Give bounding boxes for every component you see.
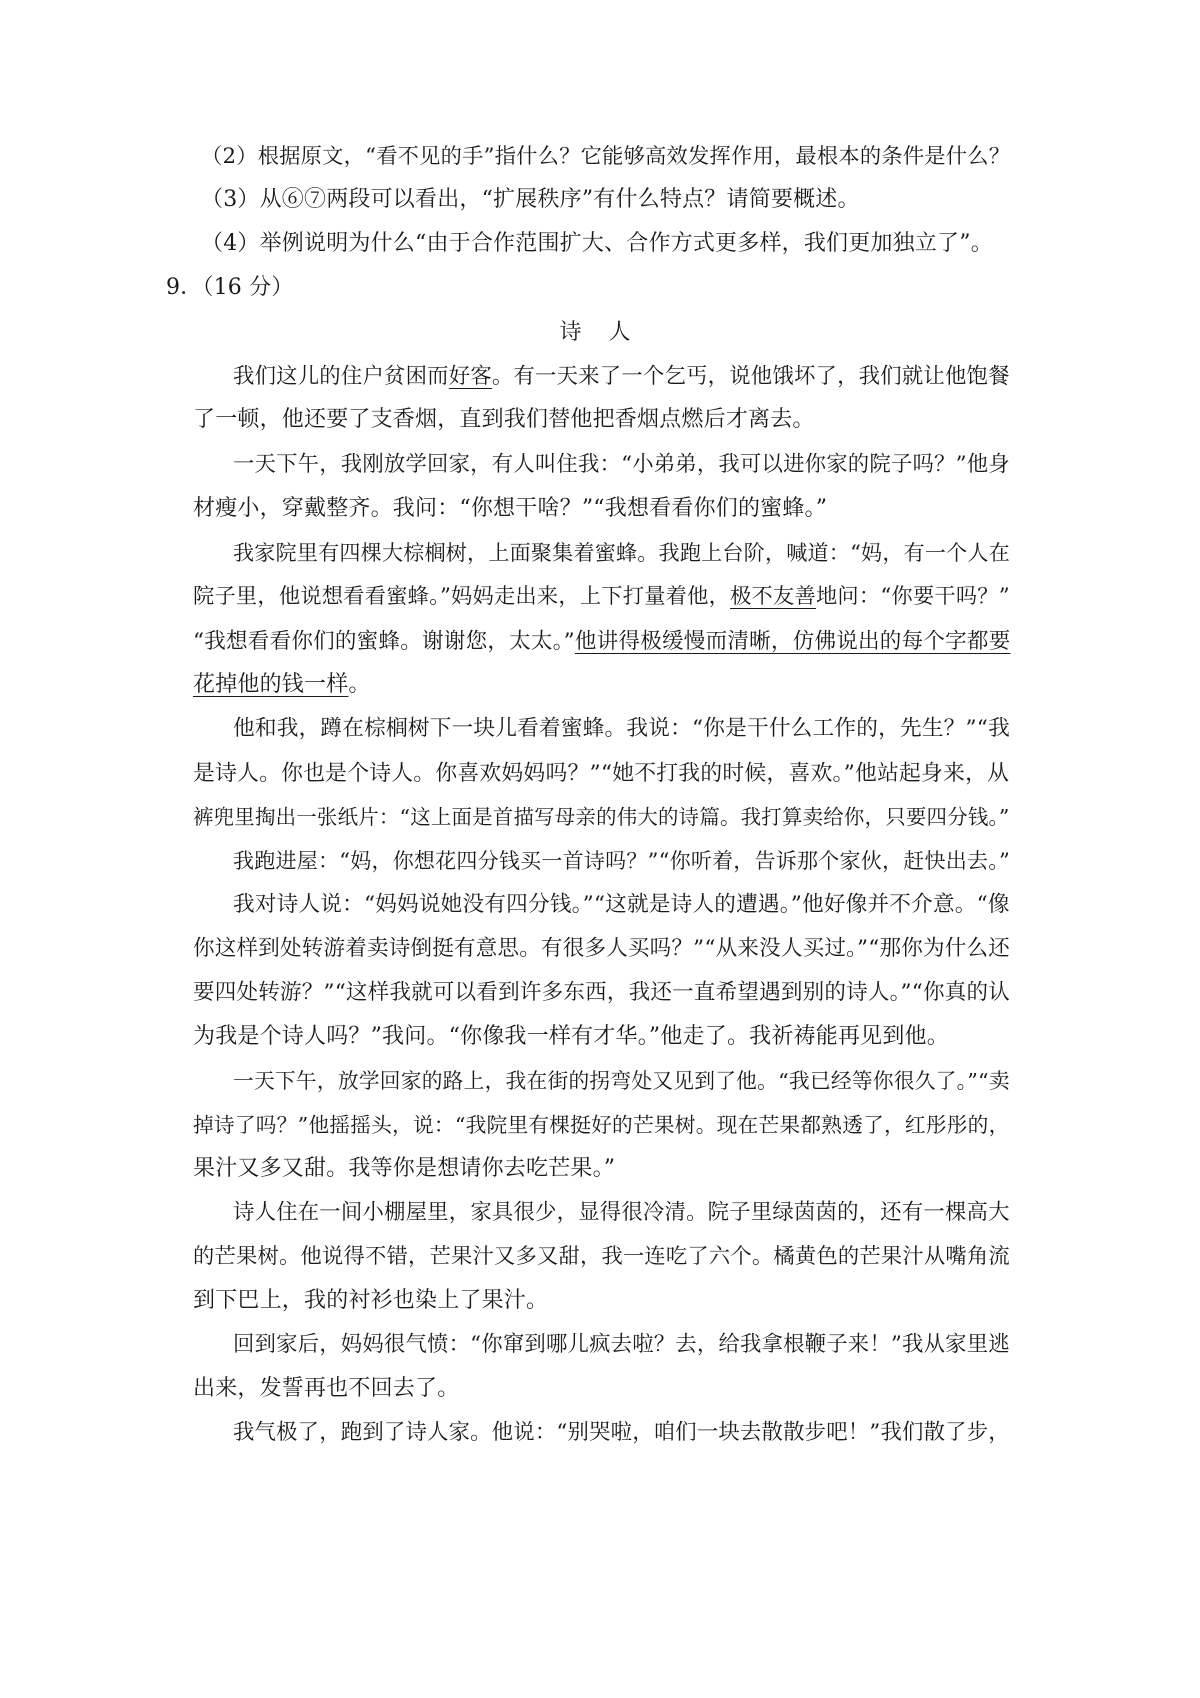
paragraph-8-line-3: 到下巴上，我的衬衫也染上了果汁。 bbox=[193, 1288, 549, 1313]
paragraph-4-line-2: 是诗人。你也是个诗人。你喜欢妈妈吗？”“她不打我的时候，喜欢。”他站起身来，从 bbox=[193, 761, 1010, 786]
underlined-sentence: 他讲得极缓慢而清晰，仿佛说出的每个字都要 bbox=[574, 629, 1011, 654]
paragraph-7-line-1: 一天下午，放学回家的路上，我在街的拐弯处又见到了他。“我已经等你很久了。”“卖 bbox=[233, 1069, 1010, 1093]
paragraph-6-line-3: 要四处转游？”“这样我就可以看到许多东西，我还一直希望遇到别的诗人。”“你真的认 bbox=[193, 980, 1010, 1005]
paragraph-3-line-3: “我想看看你们的蜜蜂。谢谢您，太太。”他讲得极缓慢而清晰，仿佛说出的每个字都要 bbox=[193, 629, 1011, 654]
paragraph-5-line-1: 我跑进屋：“妈，你想花四分钱买一首诗吗？”“你听着，告诉那个家伙，赶快出去。” bbox=[233, 848, 1010, 873]
question-9-header: 9．（16 分） bbox=[166, 275, 294, 300]
paragraph-2-line-2: 材瘦小，穿戴整齐。我问：“你想干啥？”“我想看看你们的蜜蜂。” bbox=[193, 496, 828, 521]
paragraph-1-line-2: 了一顿，他还要了支香烟，直到我们替他把香烟点燃后才离去。 bbox=[193, 407, 815, 432]
question-3: （3）从⑥⑦两段可以看出，“扩展秩序”有什么特点？请简要概述。 bbox=[201, 187, 860, 212]
paragraph-6-line-2: 你这样到处转游着卖诗倒挺有意思。有很多人买吗？”“从来没人买过。”“那你为什么还 bbox=[193, 936, 1010, 961]
question-4: （4）举例说明为什么“由于合作范围扩大、合作方式更多样，我们更加独立了”。 bbox=[201, 231, 993, 256]
paragraph-7-line-3: 果汁又多又甜。我等你是想请你去吃芒果。” bbox=[193, 1156, 616, 1181]
paragraph-3-line-4: 花掉他的钱一样。 bbox=[193, 672, 371, 697]
underlined-sentence-end: 花掉他的钱一样 bbox=[193, 672, 349, 697]
paragraph-8-line-1: 诗人住在一间小棚屋里，家具很少，显得很冷清。院子里绿茵茵的，还有一棵高大 bbox=[233, 1200, 1010, 1225]
underlined-phrase: 好客 bbox=[448, 364, 492, 389]
paragraph-1-line-1: 我们这儿的住户贫困而好客。有一天来了一个乞丐，说他饿坏了，我们就让他饱餐 bbox=[233, 364, 1010, 389]
paragraph-9-line-2: 出来，发誓再也不回去了。 bbox=[193, 1376, 460, 1401]
paragraph-10-line-1: 我气极了，跑到了诗人家。他说：“别哭啦，咱们一块去散散步吧！”我们散了步， bbox=[233, 1420, 1010, 1445]
paragraph-4-line-3: 裤兜里掏出一张纸片：“这上面是首描写母亲的伟大的诗篇。我打算卖给你，只要四分钱。” bbox=[193, 805, 1010, 829]
underlined-phrase: 极不友善 bbox=[730, 584, 816, 609]
story-title: 诗 人 bbox=[559, 320, 641, 345]
paragraph-3-line-2: 院子里，他说想看看蜜蜂。”妈妈走出来，上下打量着他，极不友善地问：“你要干吗？” bbox=[193, 584, 1010, 609]
paragraph-6-line-1: 我对诗人说：“妈妈说她没有四分钱。”“这就是诗人的遭遇。”他好像并不介意。“像 bbox=[233, 892, 1010, 917]
paragraph-7-line-2: 掉诗了吗？”他摇摇头，说：“我院里有棵挺好的芒果树。现在芒果都熟透了，红彤彤的， bbox=[193, 1113, 1010, 1137]
paragraph-8-line-2: 的芒果树。他说得不错，芒果汁又多又甜，我一连吃了六个。橘黄色的芒果汁从嘴角流 bbox=[193, 1244, 1010, 1269]
paragraph-9-line-1: 回到家后，妈妈很气愤：“你窜到哪儿疯去啦？去，给我拿根鞭子来！”我从家里逃 bbox=[233, 1332, 1010, 1357]
paragraph-3-line-1: 我家院里有四棵大棕榈树，上面聚集着蜜蜂。我跑上台阶，喊道：“妈，有一个人在 bbox=[233, 540, 1010, 565]
question-2: （2）根据原文，“看不见的手”指什么？它能够高效发挥作用，最根本的条件是什么？ bbox=[201, 144, 1011, 169]
paragraph-2-line-1: 一天下午，我刚放学回家，有人叫住我：“小弟弟，我可以进你家的院子吗？”他身 bbox=[233, 452, 1010, 477]
paragraph-6-line-4: 为我是个诗人吗？”我问。“你像我一样有才华。”他走了。我祈祷能再见到他。 bbox=[193, 1024, 949, 1049]
paragraph-4-line-1: 他和我，蹲在棕榈树下一块儿看着蜜蜂。我说：“你是干什么工作的，先生？”“我 bbox=[233, 716, 1010, 741]
